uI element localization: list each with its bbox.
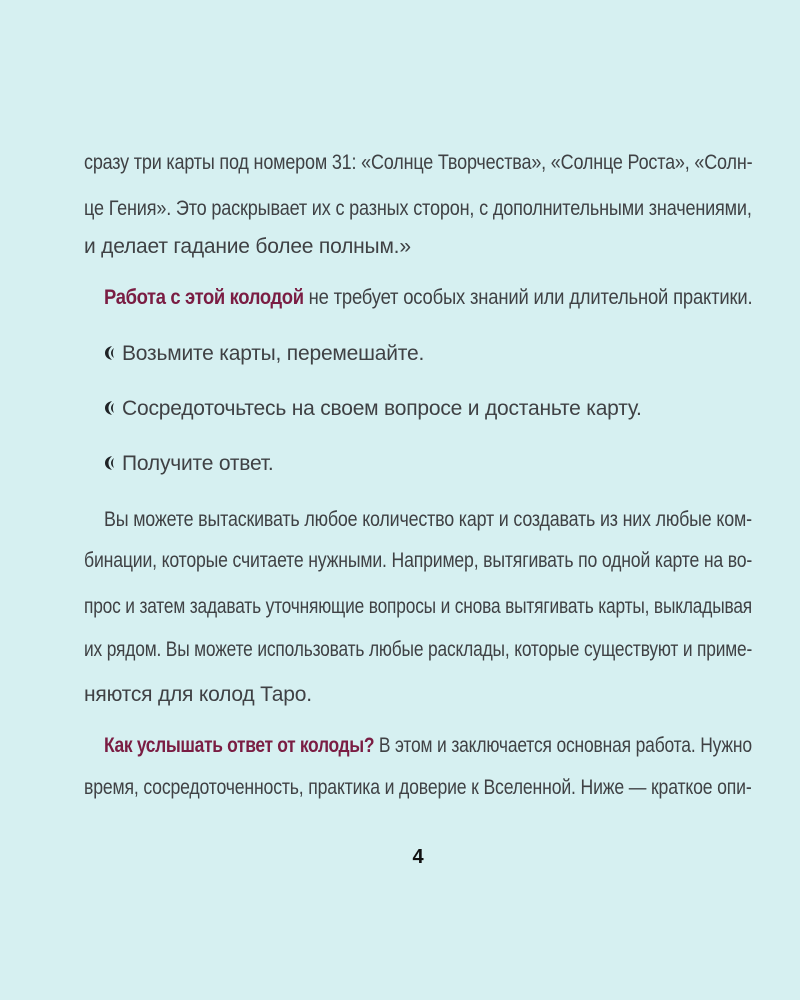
- paragraph-3-line-4: их рядом. Вы можете использовать любые расклады, которые существуют и приме-: [84, 638, 753, 661]
- bullet-item: [104, 341, 424, 367]
- paragraph-4-text: В этом и заключается основная работа. Нужно: [374, 734, 752, 757]
- bullet-text: Сосредоточьтесь на своем вопросе и достаньте карту.: [122, 397, 642, 420]
- moon-crescent-icon: [104, 397, 116, 413]
- paragraph-2-text: не требует особых знаний или длительной практики.: [303, 286, 753, 309]
- paragraph-1-line-2: це Гения». Это раскрывает их с разных сторон, с дополнительными значениями,: [84, 197, 752, 220]
- moon-crescent-icon: [104, 342, 116, 358]
- paragraph-4-highlight: Как услышать ответ от колоды?: [104, 734, 375, 757]
- paragraph-1-line-1: сразу три карты под номером 31: «Солнце Творчества», «Солнце Роста», «Солн-: [84, 151, 753, 174]
- paragraph-3-line-3: прос и затем задавать уточняющие вопросы и снова вытягивать карты, выкладывая: [84, 595, 753, 618]
- paragraph-3-line-2: бинации, которые считаете нужными. Например, вытягивать по одной карте на во-: [84, 549, 753, 572]
- paragraph-1-line-3: и делает гадание более полным.»: [84, 235, 411, 258]
- paragraph-3-line-5: няются для колод Таро.: [84, 683, 312, 706]
- paragraph-4-line-1: [104, 733, 752, 759]
- bullet-item: [104, 451, 274, 477]
- paragraph-3-line-1: Вы можете вытаскивать любое количество карт и создавать из них любые ком-: [104, 508, 752, 531]
- document-page: [84, 0, 752, 1000]
- moon-crescent-icon: [104, 452, 116, 468]
- page-number: 4: [412, 846, 424, 868]
- paragraph-2-highlight: Работа с этой колодой: [104, 286, 304, 309]
- bullet-item: [104, 396, 642, 422]
- bullet-text: Получите ответ.: [122, 452, 274, 475]
- paragraph-2: [104, 285, 752, 311]
- bullet-text: Возьмите карты, перемешайте.: [122, 342, 425, 365]
- paragraph-4-line-2: время, сосредоточенность, практика и доверие к Вселенной. Ниже — краткое опи-: [84, 776, 752, 799]
